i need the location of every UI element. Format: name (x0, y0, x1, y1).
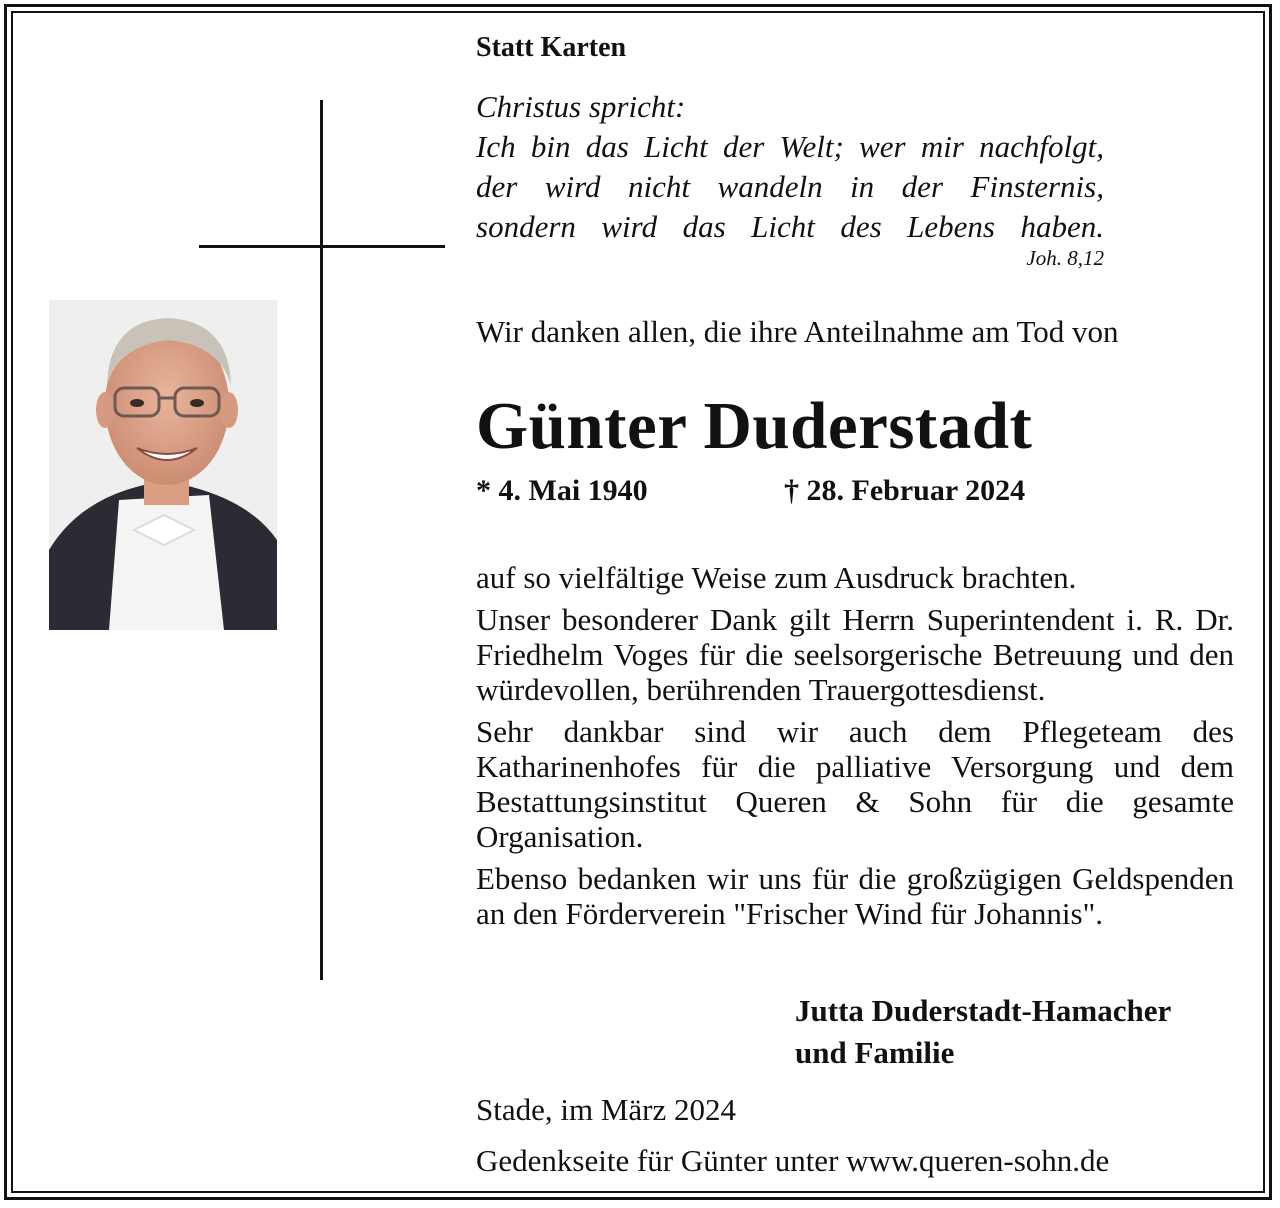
death-date: † 28. Februar 2024 (784, 474, 1026, 507)
bible-verse (476, 87, 1104, 247)
verse-line: sondern wird das Licht des Lebens haben. (476, 209, 1104, 244)
verse-line: Ich bin das Licht der Welt; wer mir nachfolgt, (476, 129, 1104, 164)
signature-family: und Familie (795, 1035, 955, 1070)
intro-text: Wir danken allen, die ihre Anteilnahme am Tod von (476, 314, 1119, 349)
body-paragraph: Ebenso bedanken wir uns für die großzügigen Geldspenden an den Förderverein "Frischer Wind für Johannis". (476, 861, 1234, 931)
portrait-illustration (49, 300, 277, 630)
cross-icon-horizontal (199, 245, 445, 248)
body-paragraph: Unser besonderer Dank gilt Herrn Superintendent i. R. Dr. Friedhelm Voges für die seelsorgerische Betreuung und den würdevollen, berührenden Trauergottesdienst. (476, 602, 1234, 707)
cross-icon-vertical (320, 100, 323, 980)
signature-name: Jutta Duderstadt-Hamacher (795, 993, 1172, 1028)
deceased-name: Günter Duderstadt (476, 389, 1033, 463)
portrait-photo (49, 300, 277, 630)
body-paragraph: auf so vielfältige Weise zum Ausdruck brachten. (476, 560, 1077, 595)
body-paragraph: Sehr dankbar sind wir auch dem Pflegeteam des Katharinenhofes für die palliative Versorgung und dem Bestattungsinstitut Queren & Sohn für die gesamte Organisation. (476, 714, 1234, 854)
thanks-body (476, 560, 1234, 938)
verse-line: Christus spricht: (476, 89, 686, 124)
signature-block (795, 990, 1171, 1074)
verse-reference: Joh. 8,12 (1026, 246, 1104, 270)
place-date: Stade, im März 2024 (476, 1092, 737, 1127)
memorial-link[interactable]: Gedenkseite für Günter unter www.queren-sohn.de (476, 1143, 1110, 1178)
verse-line: der wird nicht wandeln in der Finsternis, (476, 169, 1104, 204)
statt-karten-label: Statt Karten (476, 32, 627, 63)
birth-date: * 4. Mai 1940 (476, 474, 648, 507)
